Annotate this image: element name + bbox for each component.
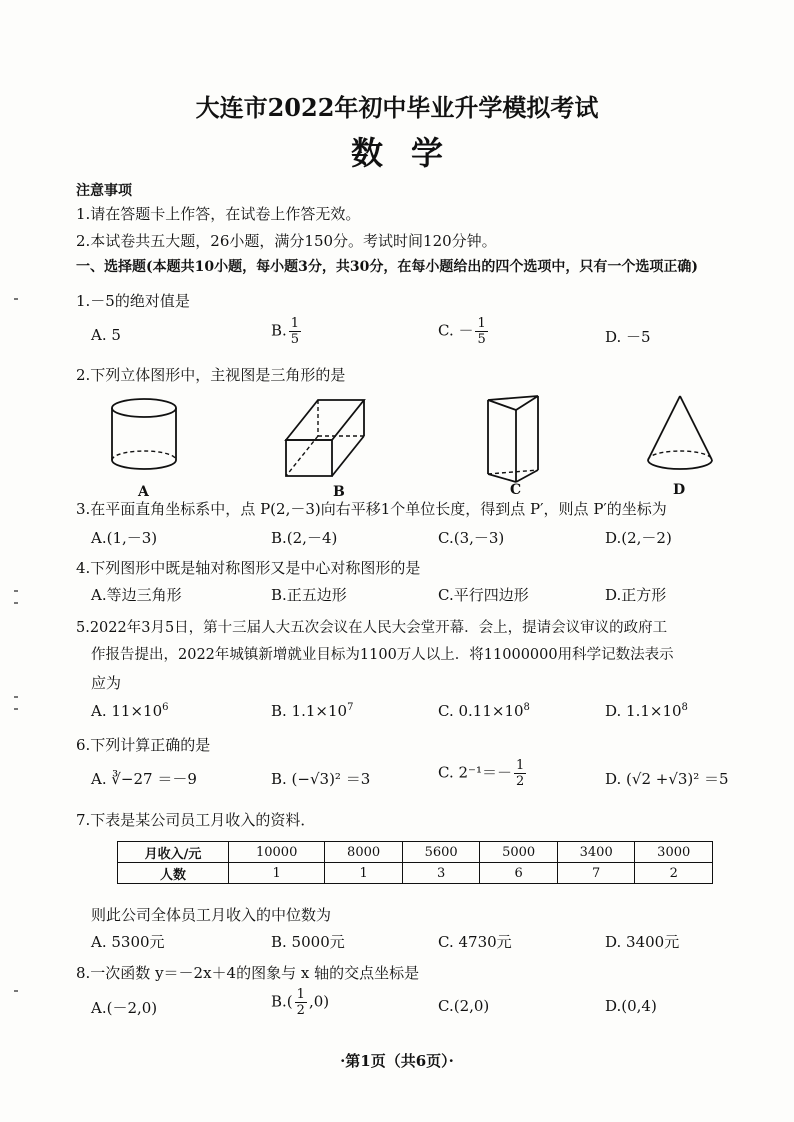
q3-option-a: A.(1,－3) [91,529,158,547]
q8-option-c: C.(2,0) [438,997,490,1015]
q7-option-c: C. 4730元 [438,933,512,951]
q5-option-c: C. $0.11\times 10^8$ [438,702,530,720]
binding-mark [14,602,18,604]
q2-label-b: B [333,484,345,500]
note-item-1: 1.请在答题卡上作答，在试卷上作答无效。 [76,205,361,223]
q8-stem: 8.一次函数 y＝－2x＋4的图象与 x 轴的交点坐标是 [76,964,420,982]
q4-option-b: B.正五边形 [271,586,347,604]
q5-stem-line1: 5.2022年3月5日，第十三届人大五次会议在人民大会堂开幕．会上，提请会议审议的政府工 [76,620,668,636]
table-cell: 2 [635,863,713,884]
exam-title: 大连市2022年初中毕业升学模拟考试 [195,93,599,122]
cylinder-figure [104,396,184,476]
triangular-prism-figure [484,394,544,486]
table-cell: 3 [402,863,480,884]
table-cell: 10000 [229,842,325,863]
q6-option-b: B. (−√3)² ＝3 [271,770,371,788]
note-item-2: 2.本试卷共五大题，26小题，满分150分。考试时间120分钟。 [76,232,497,250]
cone-figure [642,392,718,478]
q7-option-b: B. 5000元 [271,933,345,951]
q7-option-d: D. 3400元 [605,933,680,951]
cuboid-figure [282,396,372,482]
table-cell: 3000 [635,842,713,863]
q5-option-a: A. $11\times 10^6$ [91,702,169,720]
q5-option-d: D. $1.1\times 10^8$ [605,702,688,720]
q2-label-c: C [510,482,522,498]
page-footer: ·第1页（共6页）· [340,1052,454,1070]
binding-mark [14,696,18,698]
table-cell: 7 [557,863,635,884]
q5-option-b: B. $1.1\times 10^7$ [271,702,354,720]
q6-option-d: D. (√2 +√3)² ＝5 [605,770,729,788]
table-cell: 5600 [402,842,480,863]
q2-stem: 2.下列立体图形中，主视图是三角形的是 [76,366,346,384]
q6-option-a: A. ∛−27 ＝－9 [91,770,197,788]
table-cell: 1 [229,863,325,884]
q8-option-a: A.(－2,0) [91,999,158,1017]
q8-option-b: B.( $\frac{1}{2}$ ,0) [271,987,330,1018]
table-header-income: 月收入/元 [118,842,229,863]
q1-option-d: D. －5 [605,328,651,346]
binding-mark [14,590,18,592]
q5-stem-line2: 作报告提出，2022年城镇新增就业目标为1100万人以上．将11000000用科学记数法表示 [91,647,674,663]
q6-option-c: C. 2⁻¹＝－ $\frac{1}{2}$ [438,758,525,789]
q4-option-d: D.正方形 [605,586,667,604]
table-cell: 6 [480,863,558,884]
q3-option-c: C.(3,－3) [438,529,505,547]
subject-title: 数学 [350,134,471,172]
table-header-count: 人数 [118,863,229,884]
table-cell: 3400 [557,842,635,863]
income-table [117,841,713,884]
q6-stem: 6.下列计算正确的是 [76,736,211,754]
q4-option-c: C.平行四边形 [438,586,529,604]
table-row [118,842,713,863]
q1-stem: 1.－5的绝对值是 [76,292,190,310]
q5-stem-line3: 应为 [91,674,122,692]
q2-label-d: D [673,482,686,498]
q2-label-a: A [138,484,149,500]
q4-stem: 4.下列图形中既是轴对称图形又是中心对称图形的是 [76,559,421,577]
table-cell: 1 [325,863,403,884]
q3-stem: 3.在平面直角坐标系中，点 P(2,－3)向右平移1个单位长度，得到点 P′，则点 P′的坐标为 [76,500,667,518]
q1-option-a: A. 5 [91,326,121,344]
binding-mark [14,708,18,710]
q1-option-c: C. － $\frac{1}{5}$ [438,316,486,347]
notes-heading: 注意事项 [76,183,132,199]
table-cell: 8000 [325,842,403,863]
q3-option-b: B.(2,－4) [271,529,338,547]
q4-option-a: A.等边三角形 [91,586,182,604]
q8-option-d: D.(0,4) [605,997,657,1015]
binding-mark [14,298,18,300]
table-cell: 5000 [480,842,558,863]
q1-option-b: B. $\frac{1}{5}$ [271,316,300,347]
table-row [118,863,713,884]
q7-option-a: A. 5300元 [91,933,165,951]
q7-stem: 7.下表是某公司员工月收入的资料． [76,811,316,829]
q3-option-d: D.(2,－2) [605,529,672,547]
binding-mark [14,990,18,992]
q7-question: 则此公司全体员工月收入的中位数为 [91,906,332,924]
section-title: 一、选择题(本题共10小题，每小题3分，共30分，在每小题给出的四个选项中，只有一个选项正确) [76,259,698,275]
